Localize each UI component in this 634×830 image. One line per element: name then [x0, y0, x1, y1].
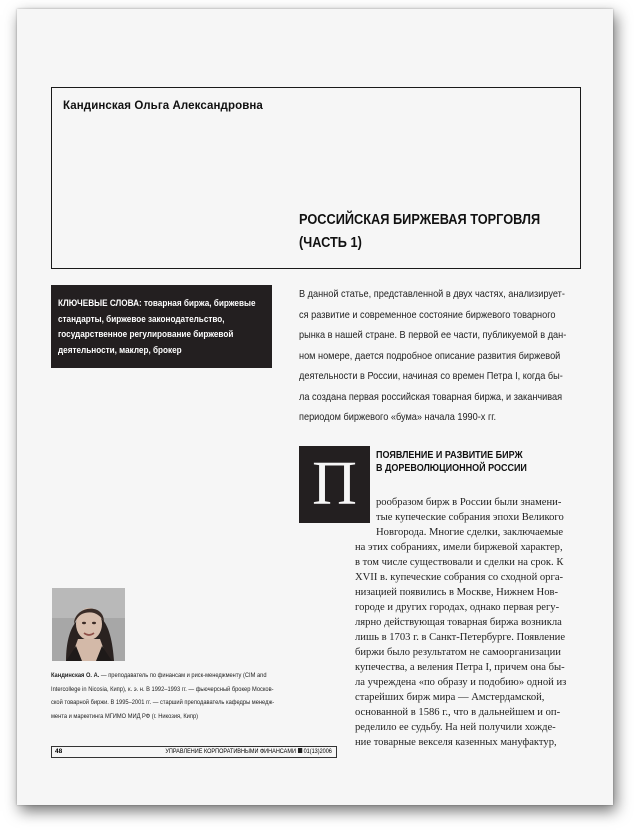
author-bio [51, 669, 331, 723]
body-line: на этих собраниях, имели биржевой характер, [355, 542, 563, 553]
abstract-line: деятельности в России, начиная со времен Петра I, когда бы- [299, 371, 563, 382]
body-line: в том числе существовали и сделки на срок. К [355, 557, 564, 568]
bio-line: — преподаватель по финансам и риск-менеджменту (CIM and [99, 672, 267, 679]
body-line: ределило ее судьбу. На ней получили хожде- [355, 722, 556, 733]
abstract-line: периодом биржевого «бума» начала 1990-х гг. [299, 412, 497, 423]
bio-line: ской товарной биржи. В 1995–2001 гг. — старший преподаватель кафедры менедж- [51, 699, 275, 706]
abstract-line: ла создана первая российская товарная биржа, и заканчивая [299, 391, 563, 403]
body-line: рообразом бирж в России были знамени- [376, 497, 562, 508]
bio-name: Кандинская О. А. [51, 672, 100, 679]
body-line: низацией появились в Москве, Нижнем Нов- [355, 587, 559, 598]
body-line: городе и других городах, однако первая регу- [355, 602, 560, 613]
section-heading [376, 449, 527, 475]
bio-line: мента и маркетинга МГИМО МИД РФ (г. Никозия, Кипр) [51, 712, 199, 720]
page-footer [51, 746, 337, 758]
body-line: лишь в 1703 г. в Санкт-Петербурге. Появление [355, 632, 566, 643]
author-name: Кандинская Ольга Александровна [63, 100, 263, 112]
author-photo [52, 588, 125, 661]
article-title-line-2: (ЧАСТЬ 1) [299, 235, 362, 251]
body-line: ние товарные векселя казенных мануфактур, [355, 737, 557, 748]
body-line: основанной в 1586 г., что в дальнейшем и оп- [355, 707, 561, 718]
body-line: тые купеческие собрания эпохи Великого [376, 512, 564, 523]
body-line: купечества, а веления Петра I, причем она бы- [355, 662, 565, 673]
body-line: XVII в. купеческие собрания со сходной орга- [355, 572, 564, 583]
section-heading-line-2: В ДОРЕВОЛЮЦИОННОЙ РОССИИ [376, 463, 527, 474]
abstract-line: ся развитие и современное состояние биржевого товарного [299, 309, 556, 321]
abstract [299, 285, 587, 429]
page-number: 48 [55, 748, 63, 755]
body-line: Новгорода. Многие сделки, заключаемые [376, 527, 564, 538]
body-line: старейших бирж мира — Амстердамской, [355, 692, 545, 703]
keywords-box [51, 285, 272, 368]
journal-name: УПРАВЛЕНИЕ КОРПОРАТИВНЫМИ ФИНАНСАМИ [165, 748, 297, 755]
separator-square-icon [298, 748, 302, 753]
article-title-line-1: РОССИЙСКАЯ БИРЖЕВАЯ ТОРГОВЛЯ [299, 212, 541, 228]
portrait-image [52, 588, 125, 661]
body-line: биржи было результатом не самоорганизации [355, 647, 561, 658]
journal-page [17, 9, 613, 805]
keywords-text: КЛЮЧЕВЫЕ СЛОВА: товарная биржа, биржевые стандарты, биржевое законодательство, государственное регулирование биржевой деятельности, маклер, брокер [58, 298, 256, 356]
section-heading-line-1: ПОЯВЛЕНИЕ И РАЗВИТИЕ БИРЖ [376, 450, 523, 461]
drop-cap: П [299, 446, 370, 523]
issue-number: 01(13)2006 [303, 748, 332, 755]
abstract-line: ном номере, дается подробное описание развития биржевой [299, 350, 561, 362]
journal-info [166, 747, 332, 757]
abstract-line: рынка в нашей стране. В первой ее части, публикуемой в дан- [299, 330, 567, 341]
body-line: ла учреждена «по образу и подобию» одной из [355, 677, 567, 688]
article-title [299, 209, 545, 255]
bio-line: Intercollege in Nicosia, Кипр), к. э. н. В 1992–1993 гг. — фьючерсный брокер Москов- [51, 685, 274, 693]
abstract-line: В данной статье, представленной в двух частях, анализирует- [299, 289, 565, 300]
body-line: лярно действующая товарная биржа возникла [355, 617, 562, 628]
